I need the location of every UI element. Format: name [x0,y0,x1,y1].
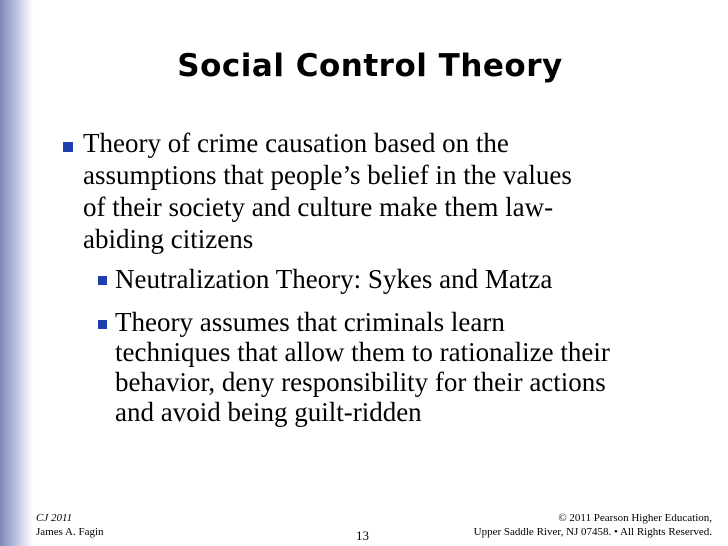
main-bullet-line: abiding citizens [83,224,254,254]
copyright-line: Upper Saddle River, NJ 07458. • All Rights Reserved. [473,526,712,538]
sub-bullet-line: techniques that allow them to rationalize their [115,337,610,367]
copyright-line: © 2011 Pearson Higher Education, [558,512,712,524]
main-bullet-line: of their society and culture make them law- [83,192,554,222]
sub-bullet-line: Theory assumes that criminals learn [115,307,505,337]
sub-bullet-line: and avoid being guilt-ridden [115,397,422,427]
sub-bullet-text [115,307,705,427]
main-bullet-line: assumptions that people’s belief in the values [83,160,572,190]
square-bullet-icon [98,276,107,285]
footer-left [36,511,104,539]
author-label: James A. Fagin [36,526,104,538]
slide-title: Social Control Theory [177,48,563,84]
footer-copyright [474,511,712,539]
square-bullet-icon [63,142,73,152]
main-bullet-text [83,127,683,255]
sub-bullet-text: Neutralization Theory: Sykes and Matza [115,264,553,294]
course-label: CJ 2011 [36,512,73,524]
sub-bullet-line: behavior, deny responsibility for their actions [115,367,606,397]
side-gradient-bar [0,0,33,546]
page-number: 13 [356,528,369,543]
square-bullet-icon [98,320,107,329]
main-bullet-line: Theory of crime causation based on the [83,128,509,158]
